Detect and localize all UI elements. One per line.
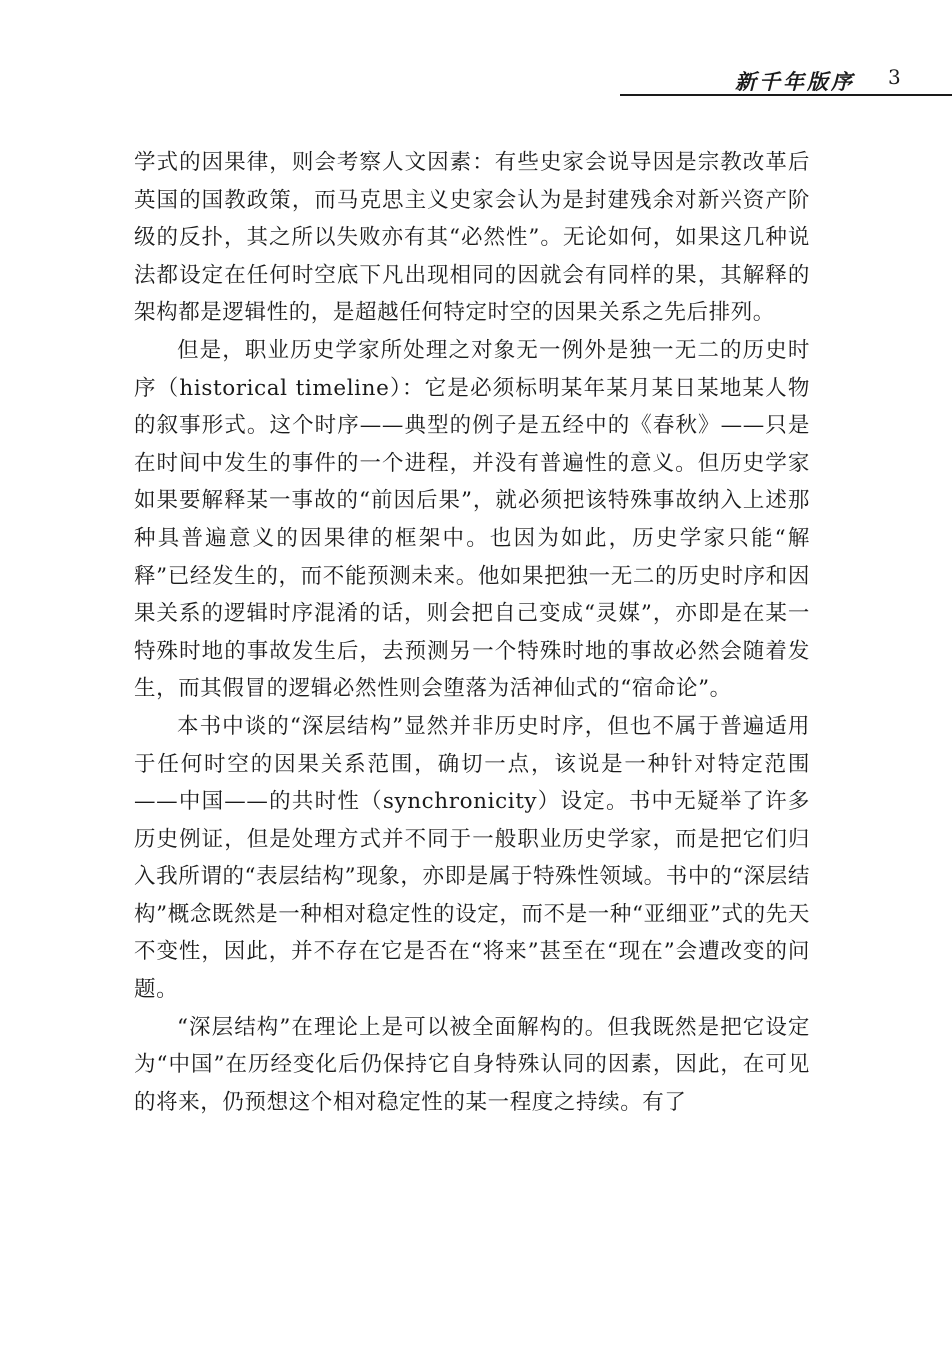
paragraph-continued: 学式的因果律，则会考察人文因素：有些史家会说导因是宗教改革后英国的国教政策，而马克思主义史家会认为是封建残余对新兴资产阶级的反扑，其之所以失败亦有其“必然性”。无论如何，如果这几种说法都设定在任何时空底下凡出现相同的因就会有同样的果，其解释的架构都是逻辑性的，是超越任何特定时空的因果关系之先后排列。 bbox=[134, 150, 810, 326]
paragraph: 但是，职业历史学家所处理之对象无一例外是独一无二的历史时序（historical timeline）：它是必须标明某年某月某日某地某人物的叙事形式。这个时序——典型的例子是五经中的《春秋》——只是在时间中发生的事件的一个进程，并没有普遍性的意义。但历史学家如果要解释某一事故的“前因后果”，就必须把该特殊事故纳入上述那种具普遍意义的因果律的框架中。也因为如此，历史学家只能“解释”已经发生的，而不能预测未来。他如果把独一无二的历史时序和因果关系的逻辑时序混淆的话，则会把自己变成“灵媒”，亦即是在某一特殊时地的事故发生后，去预测另一个特殊时地的事故必然会随着发生，而其假冒的逻辑必然性则会堕落为活神仙式的“宿命论”。 bbox=[134, 337, 810, 702]
running-header bbox=[620, 60, 952, 100]
paragraph: 本书中谈的“深层结构”显然并非历史时序，但也不属于普遍适用于任何时空的因果关系范围，确切一点，该说是一种针对特定范围——中国——的共时性（synchronicity）设定。书中无疑举了许多历史例证，但是处理方式并不同于一般职业历史学家，而是把它们归入我所谓的“表层结构”现象，亦即是属于特殊性领域。书中的“深层结构”概念既然是一种相对稳定性的设定，而不是一种“亚细亚”式的先天不变性，因此，并不存在它是否在“将来”甚至在“现在”会遭改变的问题。 bbox=[134, 713, 810, 1003]
running-header-title: 新千年版序 bbox=[735, 69, 855, 94]
page-number: 3 bbox=[888, 65, 901, 89]
body-text bbox=[134, 144, 810, 1121]
header-rule bbox=[620, 94, 952, 96]
paragraph: “深层结构”在理论上是可以被全面解构的。但我既然是把它设定为“中国”在历经变化后仍保持它自身特殊认同的因素，因此，在可见的将来，仍预想这个相对稳定性的某一程度之持续。有了 bbox=[134, 1014, 810, 1115]
